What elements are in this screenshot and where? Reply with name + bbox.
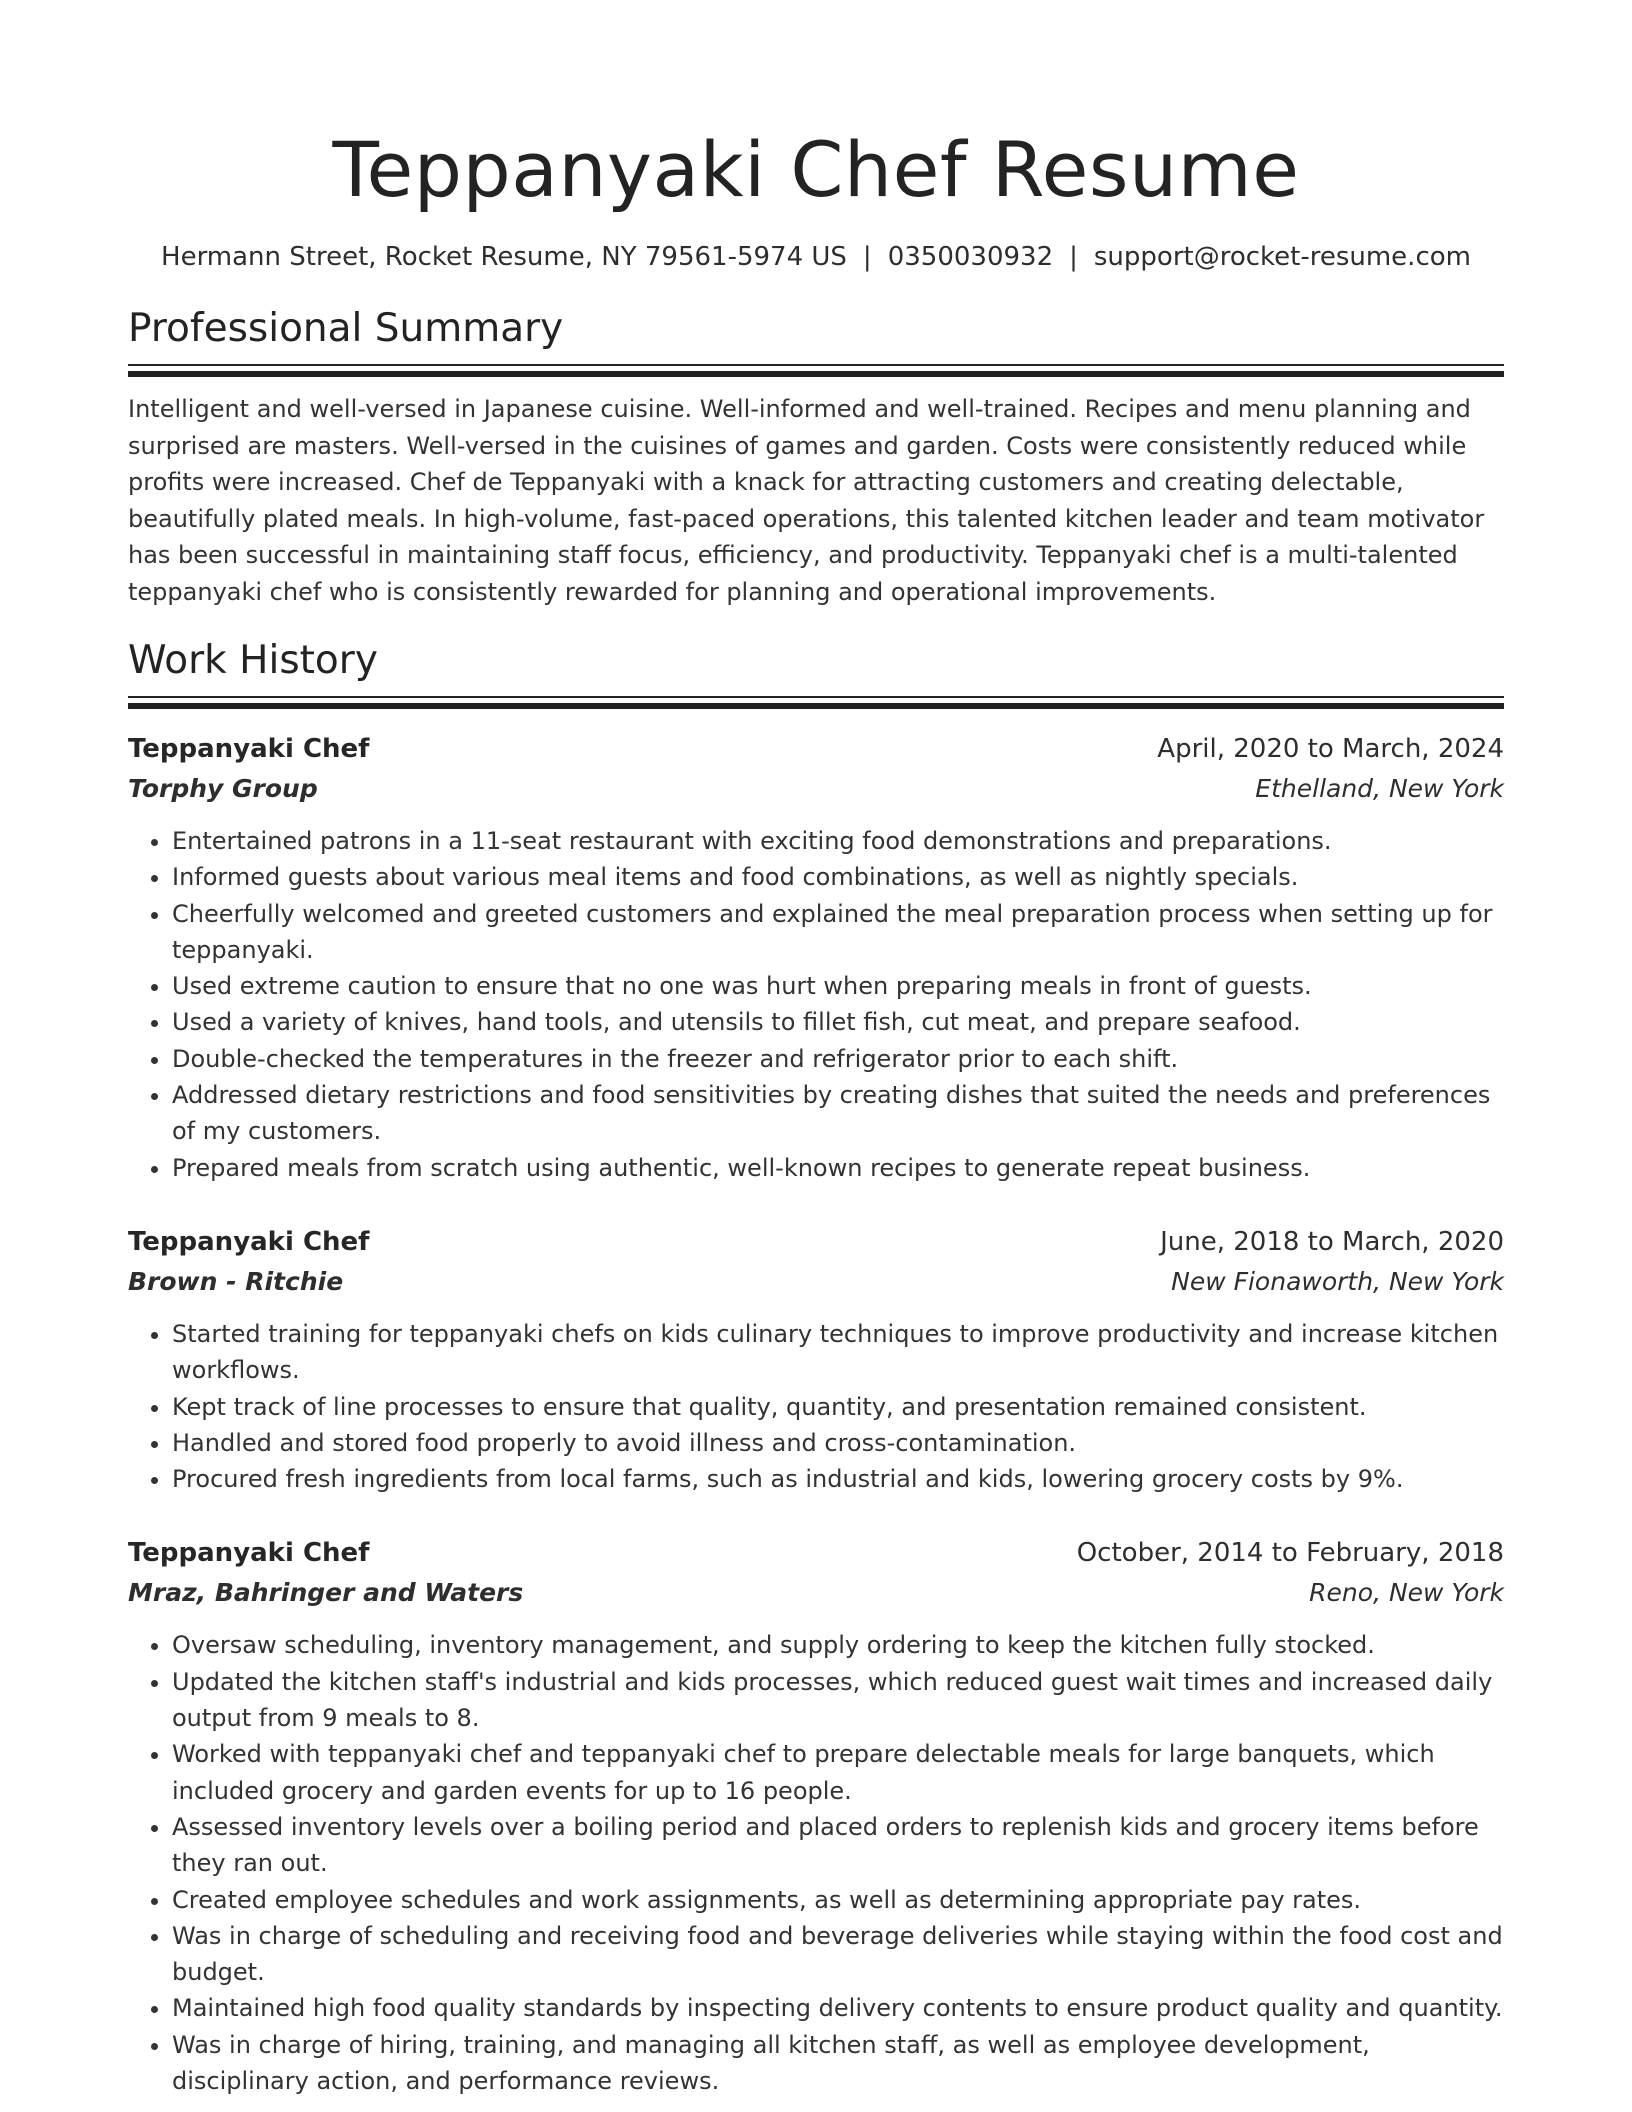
contact-line [128,240,1504,274]
professional-summary-section [128,304,1504,610]
contact-address: Hermann Street, Rocket Resume, NY 79561-5974 US [161,242,847,272]
job-title: Teppanyaki Chef [128,734,370,764]
job-company: Brown - Ritchie [128,1266,344,1296]
job-bullet: • Was in charge of scheduling and receiving food and beverage deliveries while staying within the food cost and budget. [172,1918,1504,1991]
contact-phone: 0350030932 [887,242,1054,272]
job-dates: April, 2020 to March, 2024 [1157,734,1504,764]
contact-separator: | [1069,242,1078,272]
section-rule-thin [128,364,1504,366]
job-bullet: • Was in charge of hiring, training, and managing all kitchen staff, as well as employee development, disciplinary action, and performance reviews. [172,2027,1504,2100]
job-bullet-list [128,1316,1504,1497]
job-bullet: • Handled and stored food properly to avoid illness and cross-contamination. [172,1425,1504,1461]
job-entry [128,1533,1504,2099]
summary-text: Intelligent and well-versed in Japanese cuisine. Well-informed and well-trained. Recipes and menu planning and surprised are masters. Well-versed in the cuisines of games and garden. Costs were consistently reduced while profits were increased. Chef de Teppanyaki with a knack for attracting customers and creating delectable, beautifully plated meals. In high-volume, fast-paced operations, this talented kitchen leader and team motivator has been successful in maintaining staff focus, efficiency, and productivity. Teppanyaki chef is a multi-talented teppanyaki chef who is consistently rewarded for planning and operational improvements. [128,395,1485,606]
job-entry [128,729,1504,1186]
job-bullet: • Oversaw scheduling, inventory management, and supply ordering to keep the kitchen fully stocked. [172,1627,1504,1663]
job-bullet: • Prepared meals from scratch using authentic, well-known recipes to generate repeat business. [172,1150,1504,1186]
job-bullet: • Cheerfully welcomed and greeted customers and explained the meal preparation process when setting up for teppanyaki. [172,896,1504,969]
job-title: Teppanyaki Chef [128,1226,370,1257]
job-header-row [128,1222,1504,1262]
job-bullet: • Double-checked the temperatures in the freezer and refrigerator prior to each shift. [172,1041,1504,1077]
job-bullet: • Started training for teppanyaki chefs on kids culinary techniques to improve productivity and increase kitchen workflows. [172,1316,1504,1389]
job-header-row [128,729,1504,769]
job-dates: October, 2014 to February, 2018 [1076,1538,1504,1569]
job-entry [128,1222,1504,1497]
section-rule-thick [128,371,1504,377]
job-location: Reno, New York [1309,1578,1504,1608]
job-bullet: • Procured fresh ingredients from local farms, such as industrial and kids, lowering grocery costs by 9%. [172,1461,1504,1497]
job-company: Torphy Group [128,774,318,803]
contact-separator: | [862,242,872,272]
section-rule-thick [128,703,1504,709]
job-bullet: • Used a variety of knives, hand tools, and utensils to fillet fish, cut meat, and prepare seafood. [172,1004,1504,1040]
job-bullet: • Entertained patrons in a 11-seat restaurant with exciting food demonstrations and preparations. [172,823,1504,859]
job-subheader-row [128,1573,1504,1613]
job-header-row [128,1533,1504,1573]
job-bullet: • Informed guests about various meal items and food combinations, as well as nightly specials. [172,859,1504,895]
section-rule-thin [128,696,1504,698]
section-heading-work: Work History [128,638,378,683]
job-subheader-row [128,769,1504,809]
contact-email: support@rocket-resume.com [1093,242,1471,272]
job-bullet: • Worked with teppanyaki chef and teppanyaki chef to prepare delectable meals for large banquets, which included grocery and garden events for up to 16 people. [172,1736,1504,1809]
job-company: Mraz, Bahringer and Waters [128,1578,524,1608]
job-bullet-list [128,1627,1504,2099]
job-location: New Fionaworth, New York [1171,1266,1504,1296]
job-bullet: • Created employee schedules and work assignments, as well as determining appropriate pay rates. [172,1882,1504,1918]
job-bullet-list [128,823,1504,1186]
job-title: Teppanyaki Chef [128,1538,370,1569]
job-bullet: • Addressed dietary restrictions and food sensitivities by creating dishes that suited the needs and preferences of my customers. [172,1077,1504,1150]
job-bullet: • Used extreme caution to ensure that no one was hurt when preparing meals in front of guests. [172,968,1504,1004]
work-history-section [128,636,1504,2099]
section-heading-summary: Professional Summary [128,306,564,351]
job-bullet: • Updated the kitchen staff's industrial and kids processes, which reduced guest wait times and increased daily output from 9 meals to 8. [172,1664,1504,1737]
resume-title: Teppanyaki Chef Resume [332,125,1300,214]
job-location: Ethelland, New York [1255,774,1504,803]
job-bullet: • Kept track of line processes to ensure that quality, quantity, and presentation remained consistent. [172,1389,1504,1425]
resume-page [128,0,1504,2099]
job-bullet: • Assessed inventory levels over a boiling period and placed orders to replenish kids and grocery items before they ran out. [172,1809,1504,1882]
job-bullet: • Maintained high food quality standards by inspecting delivery contents to ensure product quality and quantity. [172,1990,1504,2026]
job-subheader-row [128,1262,1504,1302]
job-dates: June, 2018 to March, 2020 [1160,1226,1504,1257]
